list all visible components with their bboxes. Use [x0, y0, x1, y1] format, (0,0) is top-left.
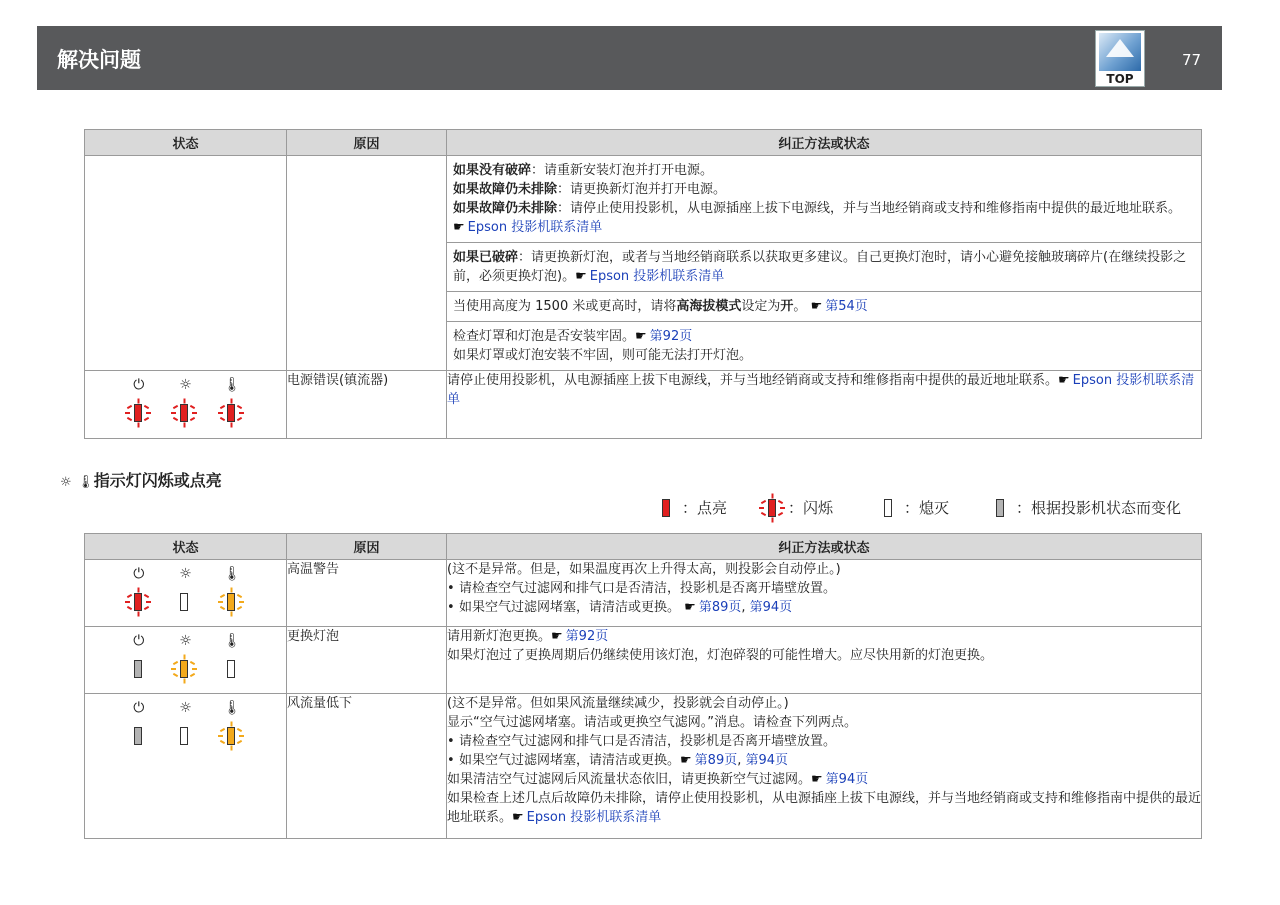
- lamp-icon: ☼: [179, 700, 192, 716]
- blink-ray: [237, 740, 242, 744]
- blink-ray: [220, 740, 225, 744]
- blink-ray: [144, 594, 149, 598]
- blink-ray: [137, 612, 139, 617]
- blink-ray: [237, 417, 242, 421]
- indicator-blink-orange: [217, 590, 247, 616]
- pointing-hand-icon: ☛: [575, 269, 587, 284]
- blink-ray: [125, 412, 130, 414]
- page-number: 77: [1182, 51, 1202, 69]
- blink-ray: [780, 507, 785, 509]
- legend-off: [874, 494, 949, 522]
- fix-text: 检查灯罩和灯泡是否安装牢固。: [453, 329, 636, 344]
- page-link[interactable]: 第92页: [649, 329, 693, 344]
- pointing-hand-icon: ☛: [684, 600, 696, 615]
- fix-block: [447, 291, 1201, 321]
- fix-text: 如果灯罩或灯泡安装不牢固，则可能无法打开灯泡。: [453, 348, 753, 363]
- thermometer-icon: 🌡: [223, 377, 242, 393]
- blink-ray: [237, 594, 242, 598]
- fix-text: 设定为: [741, 299, 781, 314]
- fix-condition: 如果没有破碎: [453, 163, 532, 178]
- fix-text: (这不是异常。但如果风流量继续减少，投影就会自动停止。): [447, 696, 789, 711]
- fix-block: [447, 321, 1201, 370]
- blink-ray: [127, 417, 132, 421]
- col-cause: 原因: [287, 534, 447, 560]
- power-icon: ⏻: [133, 633, 145, 649]
- fix-condition: 如果故障仍未排除: [453, 201, 558, 216]
- blink-ray: [184, 655, 186, 660]
- blink-ray: [144, 405, 149, 409]
- list-item: • 如果空气过滤网堵塞，请清洁或更换。☛ 第89页, 第94页: [459, 751, 1201, 770]
- fix-cell: [447, 560, 1202, 627]
- blink-ray: [220, 417, 225, 421]
- fix-text: 如果灯泡过了更换周期后仍继续使用该灯泡，灯泡碎裂的可能性增大。应尽快用新的灯泡更换。: [447, 648, 994, 663]
- indicator-variable-gray: [986, 496, 1016, 522]
- power-icon: ⏻: [133, 377, 145, 393]
- cause-cell: 更换灯泡: [287, 627, 447, 694]
- pointing-hand-icon: ☛: [453, 220, 465, 235]
- fix-block: [447, 242, 1201, 291]
- blink-ray: [237, 728, 242, 732]
- status-cell: [85, 371, 287, 439]
- blink-ray: [184, 679, 186, 684]
- blink-ray: [127, 405, 132, 409]
- blink-ray: [218, 412, 223, 414]
- fix-cell: [447, 156, 1202, 371]
- pointing-hand-icon: ☛: [1058, 373, 1070, 388]
- blink-ray: [759, 507, 764, 509]
- thermometer-icon: 🌡: [77, 475, 94, 490]
- blink-ray: [190, 417, 195, 421]
- blink-ray: [220, 606, 225, 610]
- blink-ray: [237, 405, 242, 409]
- blink-ray: [127, 594, 132, 598]
- blink-ray: [231, 423, 233, 428]
- legend-label: ：点亮: [682, 499, 728, 517]
- fix-condition: 如果故障仍未排除: [453, 182, 558, 197]
- page-link[interactable]: 第92页: [565, 629, 609, 644]
- fix-cell: [447, 371, 1202, 439]
- blink-ray: [239, 735, 244, 737]
- col-fix: 纠正方法或状态: [447, 130, 1202, 156]
- indicator-blink-orange: [170, 657, 200, 683]
- fix-condition: 如果已破碎: [453, 250, 519, 265]
- fix-text: 如果空气过滤网堵塞，请清洁或更换。: [459, 753, 681, 768]
- fix-text: 如果空气过滤网堵塞，请清洁或更换。: [459, 600, 681, 615]
- fix-cell: [447, 627, 1202, 694]
- blink-ray: [190, 405, 195, 409]
- pointing-hand-icon: ☛: [512, 810, 524, 825]
- blink-ray: [173, 661, 178, 665]
- blink-ray: [218, 735, 223, 737]
- page-title: 解决问题: [57, 48, 141, 72]
- fix-text: 如果清洁空气过滤网后风流量状态依旧，请更换新空气过滤网。: [447, 772, 812, 787]
- blink-ray: [231, 722, 233, 727]
- blink-ray: [125, 601, 130, 603]
- blink-ray: [173, 417, 178, 421]
- legend-label: ：闪烁: [788, 499, 834, 517]
- blink-ray: [146, 601, 151, 603]
- section-title: [60, 468, 222, 491]
- list-item: • 请检查空气过滤网和排气口是否清洁，投影机是否离开墙壁放置。: [459, 579, 1201, 598]
- blink-ray: [761, 499, 766, 503]
- status-cell: [85, 156, 287, 371]
- indicator-blink-red: [170, 401, 200, 427]
- lamp-icon: ☼: [179, 377, 192, 393]
- status-cell: [85, 627, 287, 694]
- page-link[interactable]: 第89页: [694, 753, 738, 768]
- top-icon: [1099, 33, 1141, 71]
- blink-ray: [231, 612, 233, 617]
- top-label: TOP: [1106, 72, 1134, 86]
- cause-cell: 高温警告: [287, 560, 447, 627]
- indicator-blink-red: [124, 590, 154, 616]
- indicator-blink-red: [758, 496, 788, 522]
- cause-cell: 风流量低下: [287, 694, 447, 839]
- thermometer-icon: 🌡: [223, 700, 242, 716]
- blink-ray: [231, 399, 233, 404]
- indicator-off: [170, 724, 200, 750]
- cause-cell: [287, 156, 447, 371]
- page-header: [37, 26, 1222, 90]
- status-cell: [85, 560, 287, 627]
- indicator-blink-orange: [217, 724, 247, 750]
- blink-ray: [218, 601, 223, 603]
- indicator-group: [106, 700, 266, 760]
- blink-ray: [772, 493, 774, 498]
- blink-ray: [237, 606, 242, 610]
- status-cell: [85, 694, 287, 839]
- legend-label: ：熄灭: [904, 499, 950, 517]
- page-link[interactable]: 第94页: [745, 753, 789, 768]
- blink-ray: [171, 412, 176, 414]
- indicator-group: [106, 377, 266, 437]
- blink-ray: [778, 499, 783, 503]
- power-icon: ⏻: [133, 700, 145, 716]
- col-status: 状态: [85, 534, 287, 560]
- page-link[interactable]: 第89页: [698, 600, 742, 615]
- blink-ray: [137, 588, 139, 593]
- blink-ray: [239, 412, 244, 414]
- fix-text: 当使用高度为 1500 米或更高时，请将: [453, 299, 677, 314]
- indicator-blink-red: [217, 401, 247, 427]
- lamp-icon: ☼: [179, 633, 192, 649]
- cause-cell: 电源错误(镇流器): [287, 371, 447, 439]
- legend-on: [652, 494, 727, 522]
- trouble-table-1: [84, 129, 1202, 439]
- fix-text: 请用新灯泡更换。: [447, 629, 552, 644]
- page-link[interactable]: 第54页: [825, 299, 868, 314]
- blink-ray: [184, 399, 186, 404]
- pointing-hand-icon: ☛: [635, 329, 647, 344]
- col-fix: 纠正方法或状态: [447, 534, 1202, 560]
- blink-ray: [184, 423, 186, 428]
- fix-text: (这不是异常。但是，如果温度再次上升得太高，则投影会自动停止。): [447, 562, 841, 577]
- fix-text: ：请更换新灯泡并打开电源。: [557, 182, 727, 197]
- page-link[interactable]: 第94页: [749, 600, 793, 615]
- pointing-hand-icon: ☛: [811, 772, 823, 787]
- indicator-on-red: [652, 496, 682, 522]
- blink-ray: [231, 588, 233, 593]
- fix-text: ：请更换新灯泡，或者与当地经销商联系以获取更多建议。自己更换灯泡时，请小心避免接触玻璃碎片(在继续投影之前，必须更换灯泡)。: [453, 250, 1187, 284]
- legend-label: ：根据投影机状态而变化: [1016, 499, 1182, 517]
- indicator-blink-red: [124, 401, 154, 427]
- indicator-variable-gray: [124, 657, 154, 683]
- blink-ray: [220, 594, 225, 598]
- blink-ray: [778, 511, 783, 515]
- indicator-legend: [652, 494, 1204, 522]
- indicator-off: [874, 496, 904, 522]
- blink-ray: [192, 668, 197, 670]
- blink-ray: [137, 399, 139, 404]
- fix-cell: [447, 694, 1202, 839]
- legend-blink: [758, 494, 833, 522]
- fix-text: ：请停止使用投影机，从电源插座上拔下电源线，并与当地经销商或支持和维修指南中提供的最近地址联系。: [557, 201, 1182, 216]
- blink-ray: [192, 412, 197, 414]
- blink-ray: [127, 606, 132, 610]
- indicator-off: [170, 590, 200, 616]
- blink-ray: [144, 606, 149, 610]
- blink-ray: [173, 405, 178, 409]
- thermometer-icon: 🌡: [223, 566, 242, 582]
- pointing-hand-icon: ☛: [810, 299, 823, 314]
- section-title-text: 指示灯闪烁或点亮: [93, 471, 222, 490]
- fix-text: 请停止使用投影机，从电源插座上拔下电源线，并与当地经销商或支持和维修指南中提供的最近地址联系。: [447, 373, 1059, 388]
- indicator-group: [106, 633, 266, 693]
- pointing-hand-icon: ☛: [551, 629, 563, 644]
- blink-ray: [137, 423, 139, 428]
- fix-text: 如果检查上述几点后故障仍未排除，请停止使用投影机，从电源插座上拔下电源线，并与当地经销商或支持和维修指南中提供的最近地址联系。: [447, 791, 1202, 825]
- page-link[interactable]: 第94页: [825, 772, 869, 787]
- lamp-icon: ☼: [179, 566, 192, 582]
- blink-ray: [190, 661, 195, 665]
- epson-contact-link[interactable]: Epson 投影机联系清单: [467, 220, 603, 235]
- list-item: • 请检查空气过滤网和排气口是否清洁，投影机是否离开墙壁放置。: [459, 732, 1201, 751]
- indicator-off: [217, 657, 247, 683]
- blink-ray: [220, 728, 225, 732]
- blink-ray: [231, 746, 233, 751]
- fix-block: [447, 156, 1201, 242]
- col-status: 状态: [85, 130, 287, 156]
- fix-text: 显示“空气过滤网堵塞。请洁或更换空气滤网。”消息。请检查下列两点。: [447, 715, 857, 730]
- pointing-hand-icon: ☛: [680, 753, 692, 768]
- trouble-table-2: [84, 533, 1202, 839]
- blink-ray: [146, 412, 151, 414]
- lamp-icon: ☼: [60, 475, 72, 490]
- epson-contact-link[interactable]: Epson 投影机联系清单: [447, 373, 1195, 407]
- fix-text: ：请重新安装灯泡并打开电源。: [531, 163, 714, 178]
- fix-text: 。: [793, 299, 807, 314]
- fix-setting: 高海拔模式: [676, 299, 742, 314]
- indicator-variable-gray: [124, 724, 154, 750]
- blink-ray: [772, 517, 774, 522]
- col-cause: 原因: [287, 130, 447, 156]
- top-button[interactable]: [1095, 30, 1145, 87]
- legend-var: [986, 494, 1181, 522]
- epson-contact-link[interactable]: Epson 投影机联系清单: [589, 269, 725, 284]
- blink-ray: [761, 511, 766, 515]
- fix-value: 开: [780, 299, 794, 314]
- blink-ray: [239, 601, 244, 603]
- blink-ray: [171, 668, 176, 670]
- thermometer-icon: 🌡: [223, 633, 242, 649]
- list-item: • 如果空气过滤网堵塞，请清洁或更换。 ☛ 第89页, 第94页: [459, 598, 1201, 617]
- power-icon: ⏻: [133, 566, 145, 582]
- epson-contact-link[interactable]: Epson 投影机联系清单: [526, 810, 662, 825]
- blink-ray: [190, 673, 195, 677]
- indicator-group: [106, 566, 266, 626]
- blink-ray: [173, 673, 178, 677]
- blink-ray: [220, 405, 225, 409]
- blink-ray: [144, 417, 149, 421]
